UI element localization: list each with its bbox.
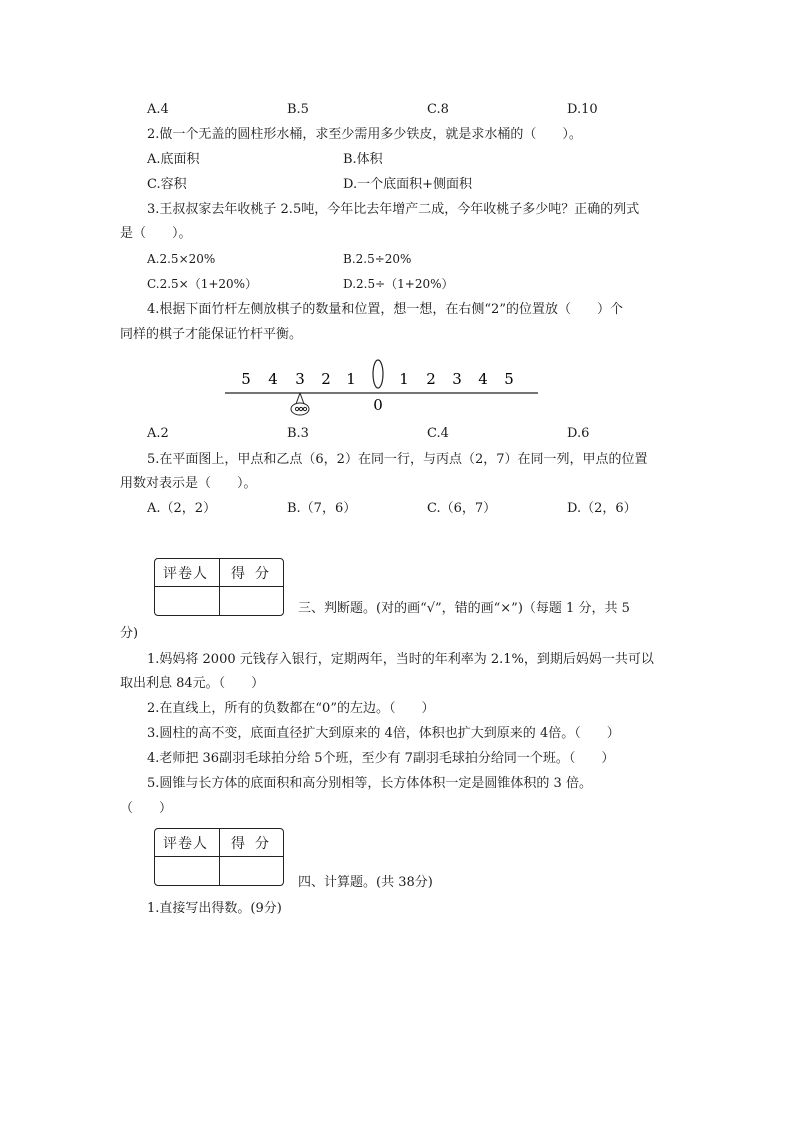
q3-option-c: C.2.5×（1+20%） xyxy=(147,277,258,291)
score-box-section3 xyxy=(154,558,284,616)
s3-item2: 2.在直线上，所有的负数都在“0”的左边。（ ） xyxy=(147,701,435,716)
q3-option-d: D.2.5÷（1+20%） xyxy=(343,277,454,291)
q3-stem-line2: 是（ ）。 xyxy=(120,226,192,241)
q3-option-a: A.2.5×20% xyxy=(147,252,216,266)
q3-stem-line1: 3.王叔叔家去年收桃子 2.5吨，今年比去年增产二成，今年收桃子多少吨？正确的列式 xyxy=(147,202,640,217)
lever-left-3: 3 xyxy=(295,370,305,388)
s3-item4: 4.老师把 36副羽毛球拍分给 5个班，至少有 7副羽毛球拍分给同一个班。（ ） xyxy=(147,751,615,766)
balance-lever-diagram xyxy=(220,352,550,422)
score-box-section4 xyxy=(154,828,284,886)
q2-stem: 2.做一个无盖的圆柱形水桶，求至少需用多少铁皮，就是求水桶的（ ）。 xyxy=(147,127,582,142)
q5-option-a: A.（2，2） xyxy=(147,501,217,516)
score-label: 得分 xyxy=(231,836,279,852)
hanging-chess-pieces xyxy=(291,393,309,415)
q3-option-b: B.2.5÷20% xyxy=(343,252,412,266)
q1-option-c: C.8 xyxy=(427,102,449,117)
q4-option-c: C.4 xyxy=(427,426,449,441)
lever-left-5: 5 xyxy=(241,370,251,388)
lever-right-1: 1 xyxy=(399,370,409,388)
q2-option-d: D.一个底面积+侧面积 xyxy=(343,177,472,192)
fulcrum-label: 0 xyxy=(373,396,383,414)
lever-left-1: 1 xyxy=(346,370,356,388)
q5-option-b: B.（7，6） xyxy=(287,501,357,516)
q2-option-a: A.底面积 xyxy=(147,152,200,167)
s3-item5-line1: 5.圆锥与长方体的底面积和高分别相等，长方体体积一定是圆锥体积的 3 倍。 xyxy=(147,776,592,791)
s3-item3: 3.圆柱的高不变，底面直径扩大到原来的 4倍，体积也扩大到原来的 4倍。（ ） xyxy=(147,726,620,741)
q2-option-c: C.容积 xyxy=(147,177,187,192)
section4-title: 四、计算题。(共 38分) xyxy=(298,875,433,890)
q1-option-d: D.10 xyxy=(567,102,598,117)
section3-title-cont: 分) xyxy=(120,626,139,641)
lever-right-3: 3 xyxy=(452,370,462,388)
grader-label: 评卷人 xyxy=(163,566,208,582)
q5-stem-line1: 5.在平面图上，甲点和乙点（6，2）在同一行，与丙点（2，7）在同一列，甲点的位置 xyxy=(147,452,648,467)
section3-title: 三、判断题。(对的画“√”，错的画“×”)（每题 1 分，共 5 xyxy=(298,601,630,616)
score-label: 得分 xyxy=(231,566,279,582)
s3-item1-line1: 1.妈妈将 2000 元钱存入银行，定期两年，当时的年利率为 2.1%，到期后妈妈一共可以 xyxy=(147,652,654,667)
s3-item1-line2: 取出利息 84元。（ ） xyxy=(120,676,265,691)
q4-option-a: A.2 xyxy=(147,426,169,441)
q1-option-b: B.5 xyxy=(287,102,309,117)
s4-item1: 1.直接写出得数。(9分) xyxy=(147,901,282,916)
q5-option-d: D.（2，6） xyxy=(567,501,637,516)
q5-option-c: C.（6，7） xyxy=(427,501,497,516)
fulcrum-ellipse xyxy=(373,360,383,388)
lever-right-5: 5 xyxy=(504,370,514,388)
q5-stem-line2: 用数对表示是（ ）。 xyxy=(120,476,257,491)
q2-option-b: B.体积 xyxy=(343,152,383,167)
q4-stem-line2: 同样的棋子才能保证竹杆平衡。 xyxy=(120,327,303,342)
lever-right-2: 2 xyxy=(426,370,436,388)
q4-stem-line1: 4.根据下面竹杆左侧放棋子的数量和位置，想一想，在右侧“2”的位置放（ ）个 xyxy=(147,302,623,317)
lever-right-4: 4 xyxy=(478,370,488,388)
q1-option-a: A.4 xyxy=(147,102,169,117)
s3-item5-line2: （ ） xyxy=(120,801,173,816)
lever-left-2: 2 xyxy=(321,370,331,388)
q4-option-b: B.3 xyxy=(287,426,309,441)
grader-label: 评卷人 xyxy=(163,836,208,852)
lever-left-4: 4 xyxy=(268,370,278,388)
q4-option-d: D.6 xyxy=(567,426,590,441)
